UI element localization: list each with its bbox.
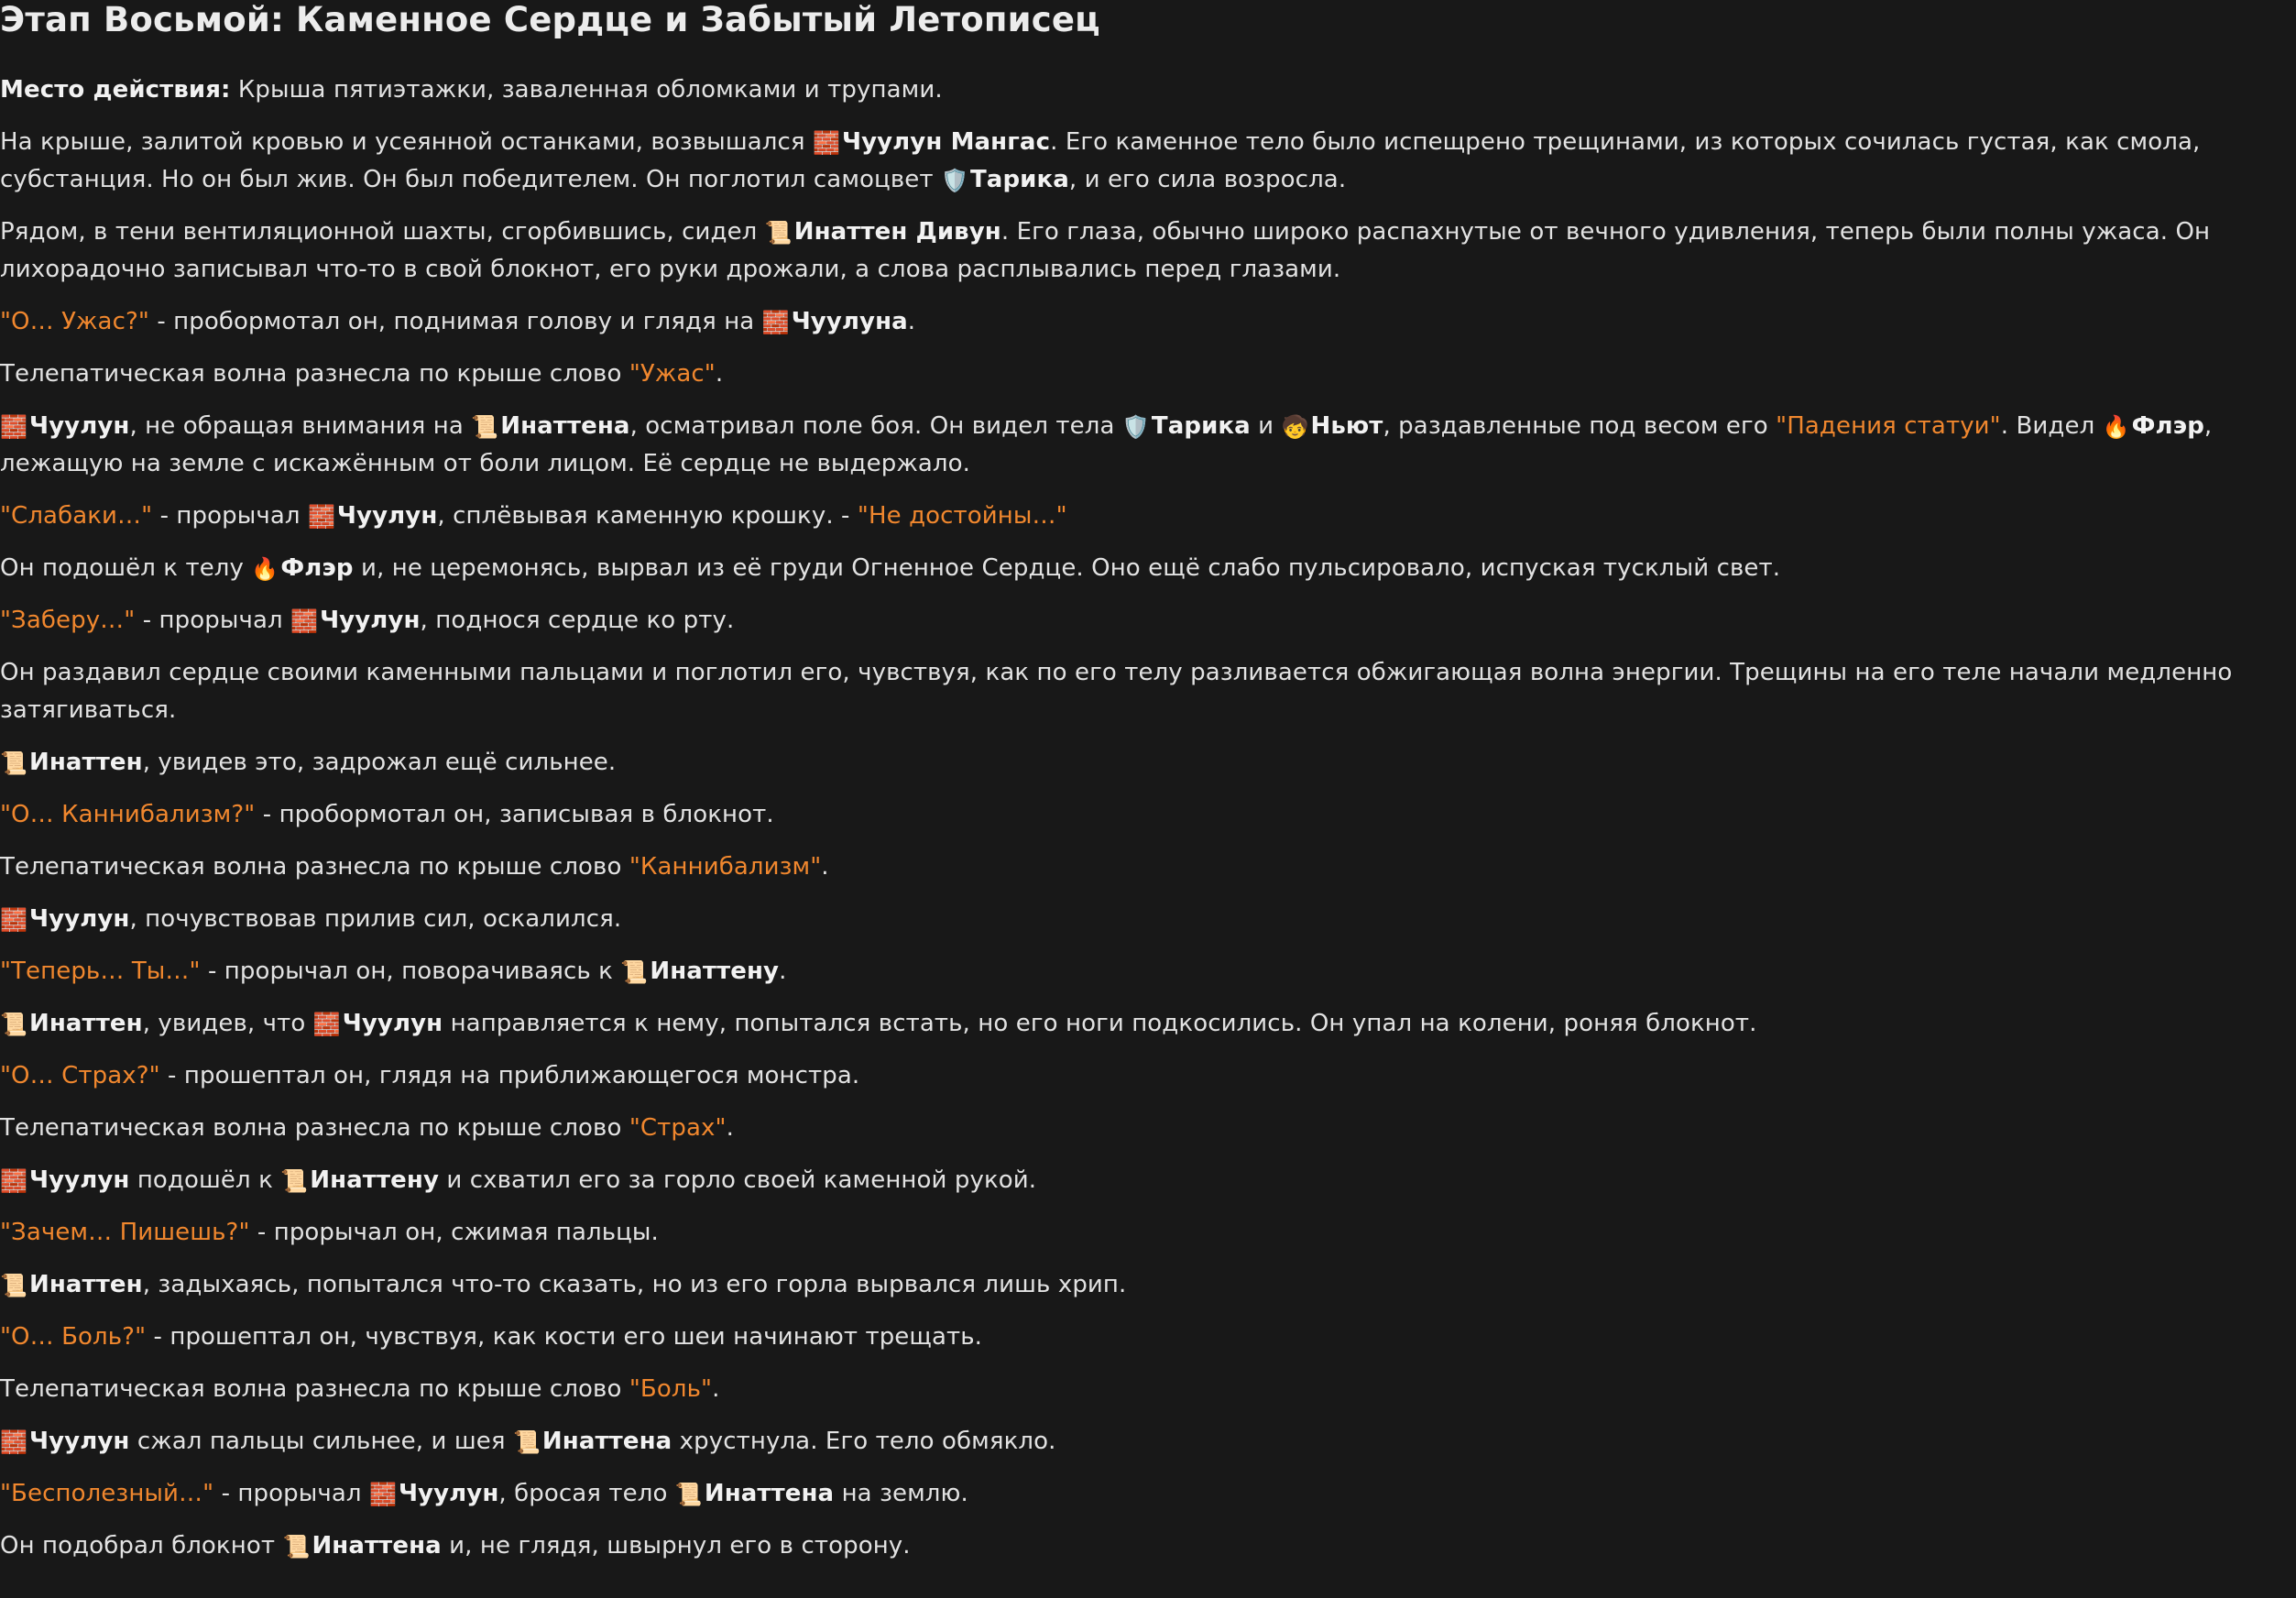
story-paragraph: [0, 796, 2291, 834]
character-name: Инаттен: [28, 749, 143, 776]
story-paragraph: [0, 124, 2291, 199]
quote: "Каннибализм": [629, 853, 822, 881]
character-name: Чуулун: [336, 502, 438, 530]
story-paragraph: [0, 213, 2291, 289]
setting-paragraph: [0, 71, 2291, 109]
narration: . Его каменное тело было испещрено трещинами, из которых сочилась густая, как смола, субстанция. Но он был жив. Он был победителем. Он поглотил самоцвет: [0, 128, 2201, 193]
narration: , лежащую на земле с искажённым от боли лицом. Её сердце не выдержало.: [0, 412, 2213, 477]
character-name: Инаттен: [28, 1010, 143, 1037]
chapter-title: Этап Восьмой: Каменное Сердце и Забытый Летописец: [0, 0, 1100, 39]
brick-icon: 🧱: [312, 1012, 341, 1037]
narration: - пробормотал он, поднимая голову и глядя на: [148, 308, 762, 335]
character-name: Чуулун: [28, 905, 130, 933]
scroll-icon: 📜: [282, 1534, 311, 1560]
narration: .: [715, 360, 724, 388]
character-name: Чуулуна: [791, 308, 908, 335]
quote: "Зачем… Пишешь?": [0, 1219, 250, 1246]
scroll-icon: 📜: [674, 1482, 703, 1507]
quote: "О… Ужас?": [0, 308, 149, 335]
story-paragraph: [0, 1005, 2291, 1043]
fire-icon: 🔥: [251, 556, 279, 582]
story-paragraph: [0, 848, 2291, 886]
narration: Телепатическая волна разнесла по крыше слово: [0, 1114, 629, 1142]
narration: - пробормотал он, записывая в блокнот.: [255, 801, 774, 828]
brick-icon: 🧱: [290, 608, 319, 634]
quote: "Не достойны…": [857, 502, 1067, 530]
quote: "О… Каннибализм?": [0, 801, 256, 828]
character-name: Флэр: [280, 554, 354, 582]
narration: , увидев, что: [142, 1010, 313, 1037]
narration: и: [1250, 412, 1282, 440]
story-paragraph: [0, 1423, 2291, 1461]
character-name: Чуулун: [398, 1480, 499, 1507]
scroll-icon: 📜: [0, 750, 27, 776]
story-paragraph: [0, 303, 2291, 341]
narration: Телепатическая волна разнесла по крыше слово: [0, 1375, 629, 1403]
brick-icon: 🧱: [0, 1429, 27, 1455]
quote: "Боль": [629, 1375, 713, 1403]
narration: - прорычал он, сжимая пальцы.: [249, 1219, 659, 1246]
character-name: Инаттену: [310, 1166, 439, 1194]
narration: , задыхаясь, попытался что-то сказать, но из его горла вырвался лишь хрип.: [142, 1271, 1127, 1298]
story-paragraph: [0, 901, 2291, 938]
brick-icon: 🧱: [0, 414, 27, 440]
narration: .: [821, 853, 829, 881]
narration: Он подошёл к телу: [0, 554, 252, 582]
narration: - прорычал: [213, 1480, 369, 1507]
quote: "О… Страх?": [0, 1062, 160, 1089]
narration: - прошептал он, глядя на приближающегося монстра.: [159, 1062, 860, 1089]
narration: направляется к нему, попытался встать, но его ноги подкосились. Он упал на колени, роняя блокнот.: [443, 1010, 1757, 1037]
story-paragraph: [0, 1214, 2291, 1252]
scroll-icon: 📜: [0, 1012, 27, 1037]
narration: . Видел: [2000, 412, 2103, 440]
scroll-icon: 📜: [280, 1168, 309, 1194]
character-name: Чуулун: [28, 1428, 130, 1455]
story-paragraph: [0, 1371, 2291, 1408]
character-name: Флэр: [2131, 412, 2204, 440]
scroll-icon: 📜: [620, 959, 649, 985]
narration: На крыше, залитой кровью и усеянной останками, возвышался: [0, 128, 813, 156]
narration: . Его глаза, обычно широко распахнутые от вечного удивления, теперь были полны ужаса. Он лихорадочно записывал что-то в свой блокнот, его руки дрожали, а слова расплывались перед глазами.: [0, 218, 2211, 283]
shield-icon: 🛡️: [940, 168, 968, 193]
narration: Телепатическая волна разнесла по крыше слово: [0, 853, 629, 881]
narration: , раздавленные под весом его: [1383, 412, 1777, 440]
brick-icon: 🧱: [0, 907, 27, 933]
story-paragraph: [0, 602, 2291, 640]
story-paragraph: [0, 356, 2291, 393]
narration: - прорычал: [152, 502, 308, 530]
narration: Рядом, в тени вентиляционной шахты, сгорбившись, сидел: [0, 218, 765, 246]
narration: и, не глядя, швырнул его в сторону.: [441, 1532, 911, 1560]
story-paragraph: [0, 654, 2291, 729]
character-name: Инаттена: [541, 1428, 672, 1455]
character-name: Чуулун Мангас: [841, 128, 1051, 156]
quote: "Слабаки…": [0, 502, 153, 530]
narration: хрустнула. Его тело обмякло.: [672, 1428, 1056, 1455]
narration: Он подобрал блокнот: [0, 1532, 283, 1560]
narration: и, не церемонясь, вырвал из её груди Огненное Сердце. Оно ещё слабо пульсировало, испуская тусклый свет.: [353, 554, 1781, 582]
story-paragraph: [0, 1527, 2291, 1565]
brick-icon: 🧱: [368, 1482, 397, 1507]
story-paragraph: [0, 1162, 2291, 1199]
narration: , бросая тело: [498, 1480, 675, 1507]
quote: "Падения статуи": [1776, 412, 2001, 440]
character-name: Инаттена: [704, 1480, 835, 1507]
quote: "О… Боль?": [0, 1323, 147, 1351]
narration: .: [907, 308, 916, 335]
quote: "Бесполезный…": [0, 1480, 214, 1507]
scroll-icon: 📜: [471, 414, 499, 440]
quote: "Заберу…": [0, 607, 136, 634]
narration: на землю.: [834, 1480, 968, 1507]
character-name: Чуулун: [28, 412, 130, 440]
scroll-icon: 📜: [764, 220, 793, 246]
quote: "Теперь… Ты…": [0, 958, 201, 985]
narration: сжал пальцы сильнее, и шея: [129, 1428, 513, 1455]
story-paragraph: [0, 1057, 2291, 1095]
child-icon: 🧒: [1281, 414, 1309, 440]
fire-icon: 🔥: [2102, 414, 2130, 440]
character-name: Инаттен Дивун: [793, 218, 1001, 246]
story-paragraph: [0, 1266, 2291, 1304]
narration: .: [779, 958, 787, 985]
character-name: Инаттена: [500, 412, 630, 440]
story-paragraph: [0, 408, 2291, 483]
character-name: Ньют: [1310, 412, 1383, 440]
character-name: Чуулун: [320, 607, 421, 634]
narration: , почувствовав прилив сил, оскалился.: [129, 905, 622, 933]
narration: - прорычал: [135, 607, 291, 634]
narration: подошёл к: [129, 1166, 281, 1194]
character-name: Инаттену: [650, 958, 780, 985]
narration: .: [726, 1114, 734, 1142]
story-paragraph: [0, 550, 2291, 587]
story-paragraph: [0, 498, 2291, 535]
scroll-icon: 📜: [0, 1273, 27, 1298]
story-paragraph: [0, 953, 2291, 991]
quote: "Ужас": [629, 360, 716, 388]
setting-text: Крыша пятиэтажки, заваленная обломками и трупами.: [230, 76, 943, 104]
quote: "Страх": [629, 1114, 727, 1142]
narration: , осматривал поле боя. Он видел тела: [629, 412, 1122, 440]
brick-icon: 🧱: [812, 130, 840, 156]
narration: - прорычал он, поворачиваясь к: [200, 958, 621, 985]
story-paragraph: [0, 1319, 2291, 1356]
story-paragraph: [0, 744, 2291, 782]
character-name: Инаттен: [28, 1271, 143, 1298]
setting-label: Место действия:: [0, 76, 231, 104]
narration: .: [712, 1375, 720, 1403]
character-name: Тарика: [1151, 412, 1251, 440]
narration: , не обращая внимания на: [129, 412, 472, 440]
story-paragraph: [0, 1475, 2291, 1513]
story-body: [0, 71, 2291, 1580]
story-paragraph: [0, 1110, 2291, 1147]
brick-icon: 🧱: [307, 504, 335, 530]
shield-icon: 🛡️: [1121, 414, 1150, 440]
character-name: Чуулун: [28, 1166, 130, 1194]
narration: и схватил его за горло своей каменной рукой.: [439, 1166, 1037, 1194]
character-name: Инаттена: [312, 1532, 442, 1560]
narration: , сплёвывая каменную крошку. -: [437, 502, 858, 530]
brick-icon: 🧱: [0, 1168, 27, 1194]
narration: , поднося сердце ко рту.: [420, 607, 735, 634]
narration: , увидев это, задрожал ещё сильнее.: [142, 749, 617, 776]
scroll-icon: 📜: [512, 1429, 541, 1455]
narration: Он раздавил сердце своими каменными пальцами и поглотил его, чувствуя, как по его телу разливается обжигающая волна энергии. Трещины на его теле начали медленно затягиваться.: [0, 659, 2233, 724]
narration: , и его сила возросла.: [1068, 166, 1347, 193]
brick-icon: 🧱: [761, 310, 790, 335]
character-name: Чуулун: [342, 1010, 443, 1037]
character-name: Тарика: [969, 166, 1069, 193]
narration: Телепатическая волна разнесла по крыше слово: [0, 360, 629, 388]
narration: - прошептал он, чувствуя, как кости его шеи начинают трещать.: [146, 1323, 983, 1351]
